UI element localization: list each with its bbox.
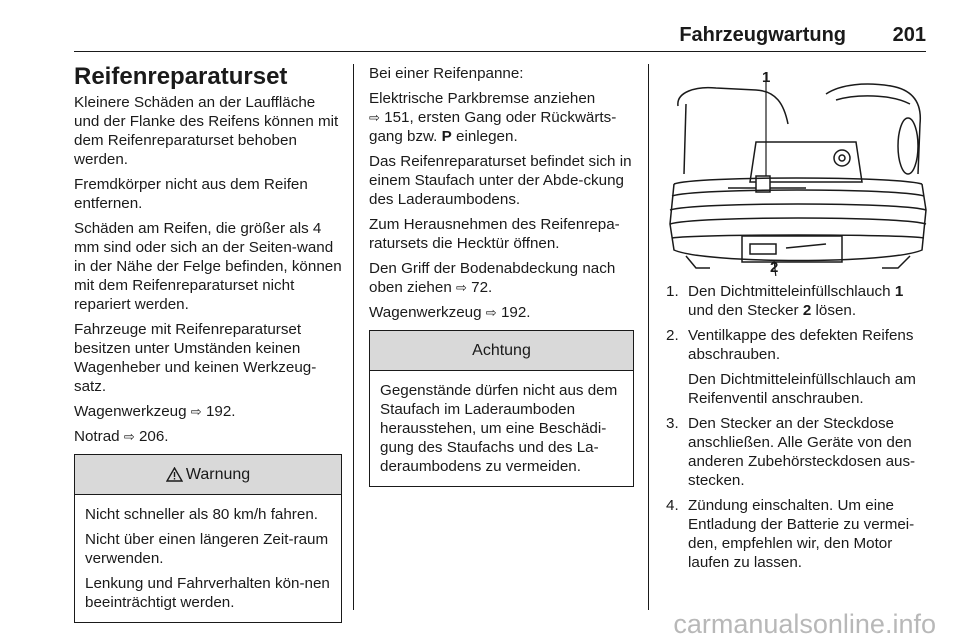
list-item: 4. Zündung einschalten. Um eine Entladung der Batterie zu vermei-den, empfehlen wir, den Motor laufen zu lassen.	[666, 497, 915, 571]
caution-text: Gegenstände dürfen nicht aus dem Staufach im Laderaumboden herausstehen, um eine Beschädi-gung des Staufachs und des La-deraumbodens zu vermeiden.	[380, 382, 618, 475]
warning-text: Nicht schneller als 80 km/h fahren.	[85, 506, 318, 523]
column-divider-1	[353, 64, 354, 610]
list-item: 1. Den Dichtmitteleinfüllschlauch 1 und den Stecker 2 lösen.	[666, 283, 904, 319]
page-header	[74, 24, 926, 50]
section-heading: Reifenreparaturset	[74, 63, 288, 90]
chapter-title: Fahrzeugwartung	[679, 24, 846, 46]
caution-box-header	[370, 331, 633, 371]
caution-title: Achtung	[472, 342, 531, 359]
reference-arrow-icon: ⇨	[369, 110, 380, 125]
column-middle	[369, 64, 634, 487]
reference-arrow-icon: ⇨	[485, 305, 497, 320]
warning-box-body	[75, 495, 341, 622]
figure-callout-2: 2	[770, 259, 779, 276]
paragraph: Fahrzeuge mit Reifenreparaturset besitzen unter Umständen keinen Wagenheber und keinen Werkzeug-satz.	[74, 321, 317, 395]
caution-box	[369, 330, 634, 487]
paragraph: Schäden am Reifen, die größer als 4 mm sind oder sich an der Seiten-wand in der Nähe der Felge befinden, können mit dem Reifenreparaturset nicht repariert werden.	[74, 220, 342, 313]
paragraph: Den Griff der Bodenabdeckung nach oben ziehen ⇨ 72.	[369, 260, 616, 296]
watermark: carmanualsonline.info	[673, 609, 936, 639]
warning-text: Lenkung und Fahrverhalten kön-nen beeinträchtigt werden.	[85, 575, 330, 611]
warning-title: Warnung	[185, 466, 251, 483]
column-right	[666, 64, 928, 578]
cross-reference[interactable]: Wagenwerkzeug ⇨ 192.	[369, 304, 531, 321]
paragraph: Elektrische Parkbremse anziehen ⇨ 151, ersten Gang oder Rückwärts-gang bzw. P einlegen.	[369, 90, 617, 145]
page-number: 201	[892, 24, 926, 46]
warning-text: Nicht über einen längeren Zeit-raum verwenden.	[85, 531, 329, 567]
instruction-list	[666, 282, 928, 572]
paragraph: Zum Herausnehmen des Reifenrepa-ratursets die Hecktür öffnen.	[369, 216, 620, 252]
header-rule	[74, 51, 926, 52]
column-left	[74, 64, 342, 623]
paragraph: Bei einer Reifenpanne:	[369, 65, 524, 82]
cross-reference[interactable]: Notrad ⇨ 206.	[74, 428, 169, 445]
figure-callout-1: 1	[762, 69, 771, 86]
tire-repair-kit-illustration	[666, 64, 928, 276]
cross-reference[interactable]: Wagenwerkzeug ⇨ 192.	[74, 403, 236, 420]
warning-triangle-icon	[166, 467, 183, 482]
column-divider-2	[648, 64, 649, 610]
list-item: 3. Den Stecker an der Steckdose anschließen. Alle Geräte von den anderen Zubehörsteckdosen aus-stecken.	[666, 415, 916, 489]
caution-box-body	[370, 371, 633, 486]
warning-box	[74, 454, 342, 623]
warning-box-header	[75, 455, 341, 495]
list-item: 2. Ventilkappe des defekten Reifens abschrauben. Den Dichtmitteleinfüllschlauch am Reifenventil anschrauben.	[666, 327, 916, 407]
reference-arrow-icon: ⇨	[123, 429, 135, 444]
paragraph: Fremdkörper nicht aus dem Reifen entfernen.	[74, 176, 308, 212]
reference-arrow-icon: ⇨	[456, 280, 467, 295]
paragraph: Das Reifenreparaturset befindet sich in einem Staufach unter der Abde-ckung des Laderaumbodens.	[369, 153, 632, 208]
reference-arrow-icon: ⇨	[190, 404, 202, 419]
gear-label: P	[441, 128, 452, 145]
paragraph: Kleinere Schäden an der Lauffläche und der Flanke des Reifens können mit dem Reifenreparaturset behoben werden.	[74, 94, 339, 168]
